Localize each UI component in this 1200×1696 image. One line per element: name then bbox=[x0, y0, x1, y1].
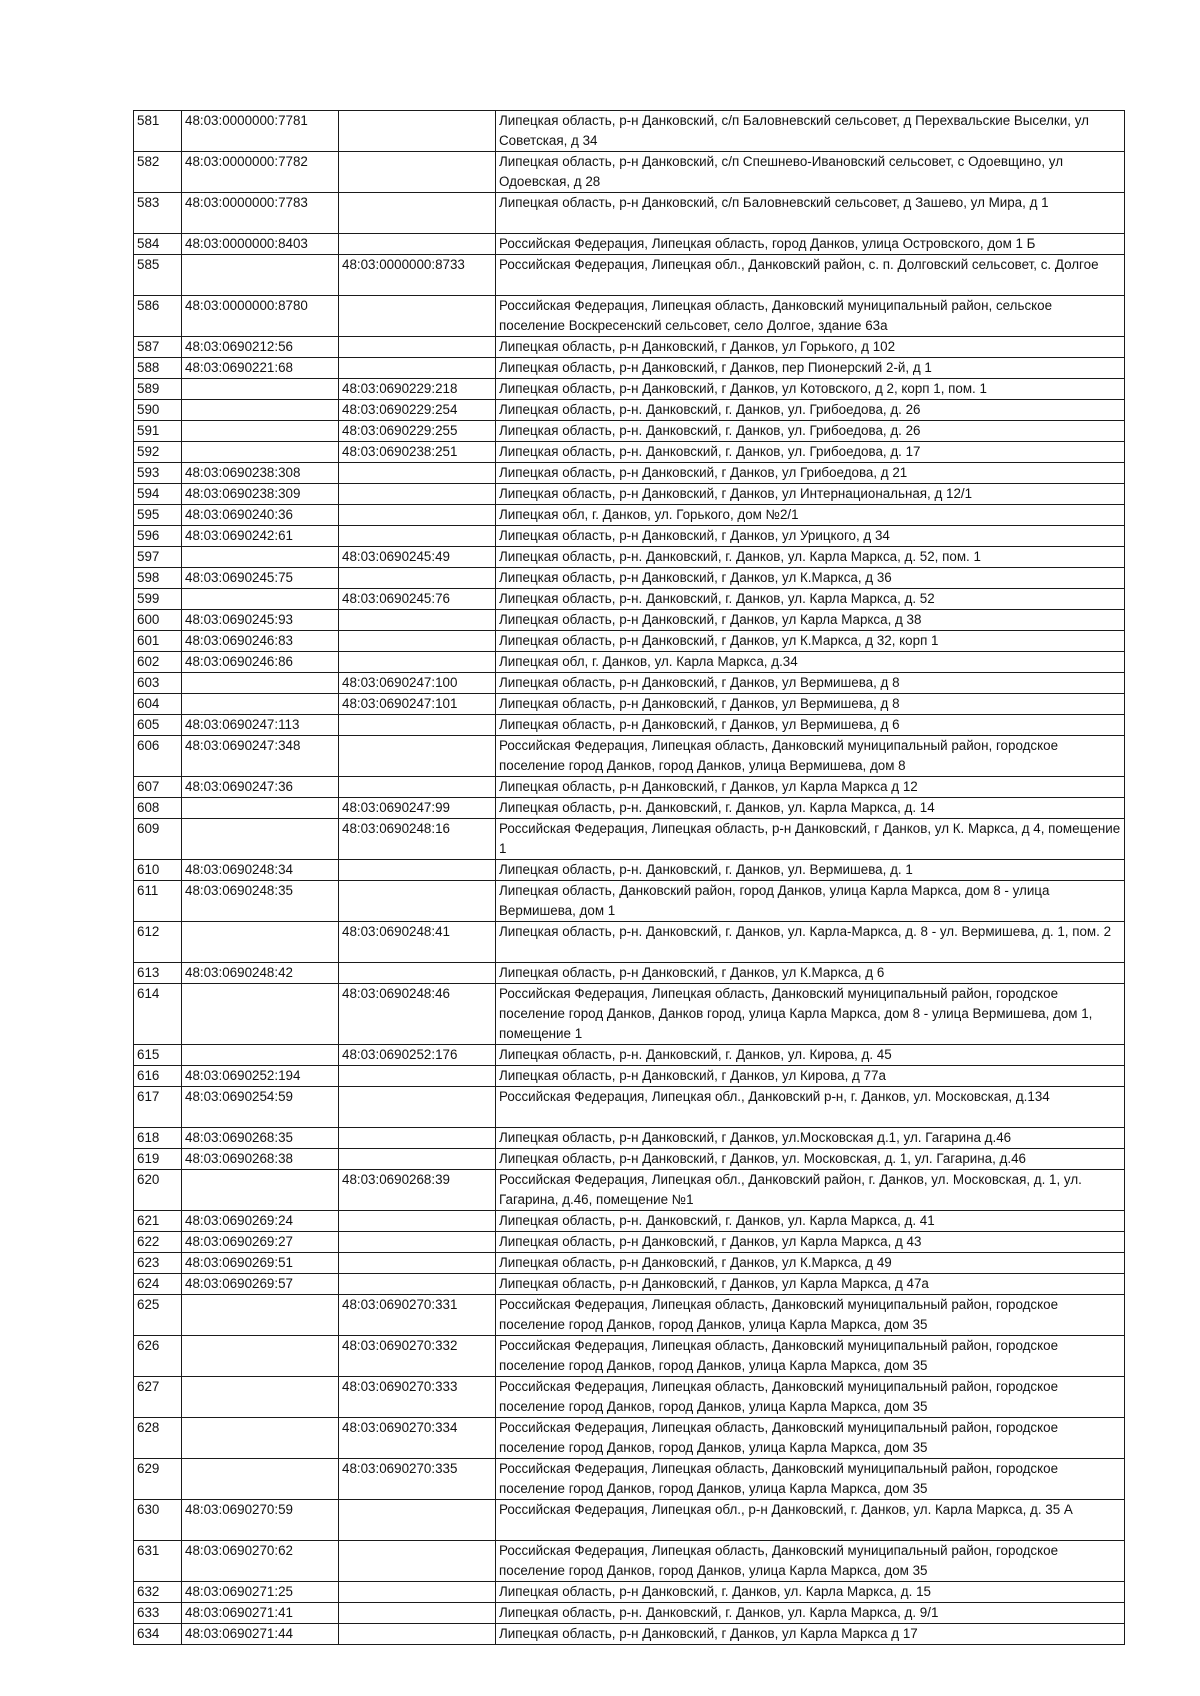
table-row bbox=[134, 1418, 1125, 1459]
premises-cadastral-number-cell bbox=[339, 860, 496, 881]
address-cell: Липецкая обл, г. Данков, ул. Карла Маркса, д.34 bbox=[496, 652, 1125, 673]
premises-cadastral-number-cell: 48:03:0690229:255 bbox=[339, 421, 496, 442]
table-row bbox=[134, 1336, 1125, 1377]
premises-cadastral-number-cell bbox=[339, 234, 496, 255]
premises-cadastral-number-cell: 48:03:0690238:251 bbox=[339, 442, 496, 463]
row-number-cell: 581 bbox=[134, 111, 182, 152]
address-cell: Российская Федерация, Липецкая область, Данковский муниципальный район, городское поселение город Данков, город Данков, улица Карла Маркса, дом 35 bbox=[496, 1459, 1125, 1500]
address-cell: Липецкая область, р-н Данковский, г Данков, ул К.Маркса, д 32, корп 1 bbox=[496, 631, 1125, 652]
table-row bbox=[134, 526, 1125, 547]
premises-cadastral-number-cell: 48:03:0690245:76 bbox=[339, 589, 496, 610]
premises-cadastral-number-cell: 48:03:0690268:39 bbox=[339, 1170, 496, 1211]
address-cell: Липецкая область, р-н Данковский, г Данков, ул Карла Маркса, д 47а bbox=[496, 1274, 1125, 1295]
premises-cadastral-number-cell bbox=[339, 1253, 496, 1274]
premises-cadastral-number-cell bbox=[339, 1541, 496, 1582]
cadastral-number-cell bbox=[182, 673, 339, 694]
row-number-cell: 583 bbox=[134, 193, 182, 234]
address-cell: Липецкая область, р-н Данковский, г Данков, ул Вермишева, д 8 bbox=[496, 694, 1125, 715]
premises-cadastral-number-cell bbox=[339, 1603, 496, 1624]
table-row bbox=[134, 1149, 1125, 1170]
cadastral-number-cell: 48:03:0690245:75 bbox=[182, 568, 339, 589]
row-number-cell: 591 bbox=[134, 421, 182, 442]
table-row bbox=[134, 1066, 1125, 1087]
address-cell: Липецкая область, р-н. Данковский, г. Данков, ул. Карла Маркса, д. 9/1 bbox=[496, 1603, 1125, 1624]
row-number-cell: 631 bbox=[134, 1541, 182, 1582]
premises-cadastral-number-cell bbox=[339, 652, 496, 673]
table-row bbox=[134, 963, 1125, 984]
cadastral-number-cell: 48:03:0690271:44 bbox=[182, 1624, 339, 1645]
address-cell: Липецкая область, р-н Данковский, с/п Баловневский сельсовет, д Перехвальские Выселки, ул Советская, д 34 bbox=[496, 111, 1125, 152]
table-row bbox=[134, 1128, 1125, 1149]
row-number-cell: 617 bbox=[134, 1087, 182, 1128]
table-row bbox=[134, 337, 1125, 358]
premises-cadastral-number-cell: 48:03:0690270:333 bbox=[339, 1377, 496, 1418]
cadastral-number-cell bbox=[182, 255, 339, 296]
row-number-cell: 598 bbox=[134, 568, 182, 589]
address-cell: Липецкая область, р-н Данковский, г Данков, ул Вермишева, д 8 bbox=[496, 673, 1125, 694]
cadastral-number-cell: 48:03:0690248:42 bbox=[182, 963, 339, 984]
row-number-cell: 607 bbox=[134, 777, 182, 798]
address-cell: Липецкая область, р-н. Данковский, г. Данков, ул. Грибоедова, д. 26 bbox=[496, 400, 1125, 421]
cadastral-number-cell: 48:03:0690238:308 bbox=[182, 463, 339, 484]
cadastral-number-cell: 48:03:0690254:59 bbox=[182, 1087, 339, 1128]
cadastral-number-cell bbox=[182, 1418, 339, 1459]
table-row bbox=[134, 860, 1125, 881]
row-number-cell: 588 bbox=[134, 358, 182, 379]
premises-cadastral-number-cell bbox=[339, 111, 496, 152]
table-row bbox=[134, 234, 1125, 255]
table-row bbox=[134, 1603, 1125, 1624]
premises-cadastral-number-cell: 48:03:0690248:16 bbox=[339, 819, 496, 860]
cadastral-number-cell bbox=[182, 1459, 339, 1500]
row-number-cell: 608 bbox=[134, 798, 182, 819]
address-cell: Липецкая область, р-н. Данковский, г. Данков, ул. Карла Маркса, д. 52, пом. 1 bbox=[496, 547, 1125, 568]
address-cell: Липецкая область, р-н Данковский, г Данков, ул Кирова, д 77а bbox=[496, 1066, 1125, 1087]
address-cell: Липецкая область, р-н Данковский, г Данков, ул К.Маркса, д 36 bbox=[496, 568, 1125, 589]
address-cell: Российская Федерация, Липецкая область, р-н Данковский, г Данков, ул К. Маркса, д 4, помещение 1 bbox=[496, 819, 1125, 860]
row-number-cell: 626 bbox=[134, 1336, 182, 1377]
table-row bbox=[134, 400, 1125, 421]
premises-cadastral-number-cell bbox=[339, 337, 496, 358]
cadastral-number-cell: 48:03:0690252:194 bbox=[182, 1066, 339, 1087]
row-number-cell: 605 bbox=[134, 715, 182, 736]
premises-cadastral-number-cell bbox=[339, 1500, 496, 1541]
address-cell: Липецкая область, р-н Данковский, г Данков, ул К.Маркса, д 6 bbox=[496, 963, 1125, 984]
cadastral-number-cell: 48:03:0690212:56 bbox=[182, 337, 339, 358]
row-number-cell: 610 bbox=[134, 860, 182, 881]
premises-cadastral-number-cell: 48:03:0690270:331 bbox=[339, 1295, 496, 1336]
address-cell: Липецкая область, р-н Данковский, г Данков, ул Вермишева, д 6 bbox=[496, 715, 1125, 736]
address-cell: Липецкая область, р-н. Данковский, г. Данков, ул. Грибоедова, д. 26 bbox=[496, 421, 1125, 442]
cadastral-number-cell bbox=[182, 1336, 339, 1377]
address-cell: Липецкая область, р-н Данковский, г Данков, ул Грибоедова, д 21 bbox=[496, 463, 1125, 484]
premises-cadastral-number-cell: 48:03:0690245:49 bbox=[339, 547, 496, 568]
table-row bbox=[134, 193, 1125, 234]
row-number-cell: 594 bbox=[134, 484, 182, 505]
row-number-cell: 620 bbox=[134, 1170, 182, 1211]
cadastral-number-cell bbox=[182, 421, 339, 442]
cadastral-number-cell: 48:03:0690247:36 bbox=[182, 777, 339, 798]
address-cell: Липецкая область, р-н Данковский, с/п Баловневский сельсовет, д Зашево, ул Мира, д 1 bbox=[496, 193, 1125, 234]
row-number-cell: 590 bbox=[134, 400, 182, 421]
row-number-cell: 587 bbox=[134, 337, 182, 358]
cadastral-number-cell: 48:03:0000000:7781 bbox=[182, 111, 339, 152]
row-number-cell: 613 bbox=[134, 963, 182, 984]
row-number-cell: 603 bbox=[134, 673, 182, 694]
address-cell: Липецкая область, р-н. Данковский, г. Данков, ул. Карла Маркса, д. 52 bbox=[496, 589, 1125, 610]
cadastral-number-cell: 48:03:0690268:35 bbox=[182, 1128, 339, 1149]
address-cell: Липецкая обл, г. Данков, ул. Горького, дом №2/1 bbox=[496, 505, 1125, 526]
row-number-cell: 632 bbox=[134, 1582, 182, 1603]
cadastral-number-cell bbox=[182, 400, 339, 421]
row-number-cell: 582 bbox=[134, 152, 182, 193]
row-number-cell: 633 bbox=[134, 1603, 182, 1624]
premises-cadastral-number-cell bbox=[339, 463, 496, 484]
table-row bbox=[134, 610, 1125, 631]
address-cell: Липецкая область, р-н. Данковский, г. Данков, ул. Карла Маркса, д. 41 bbox=[496, 1211, 1125, 1232]
cadastral-number-cell: 48:03:0690238:309 bbox=[182, 484, 339, 505]
cadastral-number-cell: 48:03:0690248:34 bbox=[182, 860, 339, 881]
table-row bbox=[134, 1624, 1125, 1645]
table-row bbox=[134, 984, 1125, 1045]
table-row bbox=[134, 1459, 1125, 1500]
row-number-cell: 593 bbox=[134, 463, 182, 484]
cadastral-number-cell bbox=[182, 1170, 339, 1211]
row-number-cell: 596 bbox=[134, 526, 182, 547]
premises-cadastral-number-cell bbox=[339, 505, 496, 526]
premises-cadastral-number-cell bbox=[339, 736, 496, 777]
cadastral-number-cell bbox=[182, 379, 339, 400]
premises-cadastral-number-cell: 48:03:0690247:99 bbox=[339, 798, 496, 819]
address-cell: Липецкая область, р-н Данковский, г Данков, ул Карла Маркса, д 38 bbox=[496, 610, 1125, 631]
row-number-cell: 604 bbox=[134, 694, 182, 715]
address-cell: Липецкая область, р-н Данковский, г Данков, ул.Московская д.1, ул. Гагарина д.46 bbox=[496, 1128, 1125, 1149]
row-number-cell: 611 bbox=[134, 881, 182, 922]
address-cell: Липецкая область, р-н Данковский, г Данков, ул Карла Маркса д 12 bbox=[496, 777, 1125, 798]
row-number-cell: 622 bbox=[134, 1232, 182, 1253]
premises-cadastral-number-cell: 48:03:0690270:334 bbox=[339, 1418, 496, 1459]
premises-cadastral-number-cell: 48:03:0690229:218 bbox=[339, 379, 496, 400]
premises-cadastral-number-cell bbox=[339, 1624, 496, 1645]
premises-cadastral-number-cell: 48:03:0690270:332 bbox=[339, 1336, 496, 1377]
registry-table-body bbox=[134, 111, 1125, 1645]
address-cell: Российская Федерация, Липецкая обл., Данковский р-н, г. Данков, ул. Московская, д.134 bbox=[496, 1087, 1125, 1128]
cadastral-number-cell: 48:03:0690270:62 bbox=[182, 1541, 339, 1582]
table-row bbox=[134, 631, 1125, 652]
cadastral-number-cell: 48:03:0690269:51 bbox=[182, 1253, 339, 1274]
row-number-cell: 592 bbox=[134, 442, 182, 463]
table-row bbox=[134, 1274, 1125, 1295]
address-cell: Липецкая область, р-н Данковский, г Данков, ул Интернациональная, д 12/1 bbox=[496, 484, 1125, 505]
cadastral-number-cell: 48:03:0690269:27 bbox=[182, 1232, 339, 1253]
premises-cadastral-number-cell bbox=[339, 777, 496, 798]
cadastral-number-cell bbox=[182, 442, 339, 463]
address-cell: Российская Федерация, Липецкая область, Данковский муниципальный район, городское поселение город Данков, город Данков, улица Карла Маркса, дом 35 bbox=[496, 1336, 1125, 1377]
address-cell: Российская Федерация, Липецкая область, Данковский муниципальный район, городское поселение город Данков, город Данков, улица Карла Маркса, дом 35 bbox=[496, 1377, 1125, 1418]
cadastral-number-cell: 48:03:0690247:348 bbox=[182, 736, 339, 777]
cadastral-number-cell bbox=[182, 798, 339, 819]
table-row bbox=[134, 819, 1125, 860]
table-row bbox=[134, 547, 1125, 568]
row-number-cell: 614 bbox=[134, 984, 182, 1045]
premises-cadastral-number-cell bbox=[339, 1066, 496, 1087]
table-row bbox=[134, 1211, 1125, 1232]
cadastral-number-cell bbox=[182, 694, 339, 715]
premises-cadastral-number-cell bbox=[339, 881, 496, 922]
row-number-cell: 634 bbox=[134, 1624, 182, 1645]
cadastral-number-cell: 48:03:0690248:35 bbox=[182, 881, 339, 922]
cadastral-number-cell: 48:03:0690246:83 bbox=[182, 631, 339, 652]
cadastral-number-cell: 48:03:0690269:57 bbox=[182, 1274, 339, 1295]
premises-cadastral-number-cell bbox=[339, 631, 496, 652]
cadastral-number-cell bbox=[182, 1377, 339, 1418]
table-row bbox=[134, 1087, 1125, 1128]
cadastral-number-cell bbox=[182, 819, 339, 860]
address-cell: Липецкая область, р-н Данковский, г Данков, ул К.Маркса, д 49 bbox=[496, 1253, 1125, 1274]
row-number-cell: 606 bbox=[134, 736, 182, 777]
premises-cadastral-number-cell bbox=[339, 1087, 496, 1128]
address-cell: Российская Федерация, Липецкая область, Данковский муниципальный район, городское поселение город Данков, город Данков, улица Карла Маркса, дом 35 bbox=[496, 1418, 1125, 1459]
table-row bbox=[134, 736, 1125, 777]
address-cell: Липецкая область, р-н Данковский, г Данков, ул Карла Маркса, д 43 bbox=[496, 1232, 1125, 1253]
address-cell: Липецкая область, р-н. Данковский, г. Данков, ул. Вермишева, д. 1 bbox=[496, 860, 1125, 881]
cadastral-number-cell: 48:03:0690271:25 bbox=[182, 1582, 339, 1603]
table-row bbox=[134, 673, 1125, 694]
address-cell: Липецкая область, р-н. Данковский, г. Данков, ул. Карла-Маркса, д. 8 - ул. Вермишева, д. 1, пом. 2 bbox=[496, 922, 1125, 963]
table-row bbox=[134, 922, 1125, 963]
address-cell: Липецкая область, р-н Данковский, с/п Спешнево-Ивановский сельсовет, с Одоевщино, ул Одоевская, д 28 bbox=[496, 152, 1125, 193]
premises-cadastral-number-cell bbox=[339, 1128, 496, 1149]
row-number-cell: 627 bbox=[134, 1377, 182, 1418]
address-cell: Российская Федерация, Липецкая область, Данковский муниципальный район, городское поселение город Данков, город Данков, улица Карла Маркса, дом 35 bbox=[496, 1295, 1125, 1336]
cadastral-number-cell bbox=[182, 984, 339, 1045]
row-number-cell: 585 bbox=[134, 255, 182, 296]
address-cell: Российская Федерация, Липецкая обл., Данковский район, с. п. Долговский сельсовет, с. Долгое bbox=[496, 255, 1125, 296]
premises-cadastral-number-cell: 48:03:0690247:101 bbox=[339, 694, 496, 715]
table-row bbox=[134, 296, 1125, 337]
row-number-cell: 616 bbox=[134, 1066, 182, 1087]
premises-cadastral-number-cell bbox=[339, 358, 496, 379]
row-number-cell: 602 bbox=[134, 652, 182, 673]
cadastral-number-cell: 48:03:0690271:41 bbox=[182, 1603, 339, 1624]
cadastral-number-cell bbox=[182, 547, 339, 568]
row-number-cell: 630 bbox=[134, 1500, 182, 1541]
cadastral-number-cell: 48:03:0690246:86 bbox=[182, 652, 339, 673]
address-cell: Липецкая область, р-н Данковский, г Данков, ул Урицкого, д 34 bbox=[496, 526, 1125, 547]
table-row bbox=[134, 463, 1125, 484]
cadastral-number-cell: 48:03:0000000:8403 bbox=[182, 234, 339, 255]
cadastral-number-cell: 48:03:0690268:38 bbox=[182, 1149, 339, 1170]
address-cell: Российская Федерация, Липецкая обл., Данковский район, г. Данков, ул. Московская, д. 1, ул. Гагарина, д.46, помещение №1 bbox=[496, 1170, 1125, 1211]
cadastral-number-cell: 48:03:0690270:59 bbox=[182, 1500, 339, 1541]
cadastral-number-cell: 48:03:0690221:68 bbox=[182, 358, 339, 379]
address-cell: Российская Федерация, Липецкая область, Данковский муниципальный район, городское поселение город Данков, город Данков, улица Вермишева, дом 8 bbox=[496, 736, 1125, 777]
address-cell: Российская Федерация, Липецкая область, Данковский муниципальный район, городское поселение город Данков, город Данков, улица Карла Маркса, дом 35 bbox=[496, 1541, 1125, 1582]
table-row bbox=[134, 715, 1125, 736]
cadastral-number-cell: 48:03:0690247:113 bbox=[182, 715, 339, 736]
premises-cadastral-number-cell bbox=[339, 1211, 496, 1232]
table-row bbox=[134, 1170, 1125, 1211]
row-number-cell: 584 bbox=[134, 234, 182, 255]
table-row bbox=[134, 358, 1125, 379]
premises-cadastral-number-cell bbox=[339, 1582, 496, 1603]
table-row bbox=[134, 1582, 1125, 1603]
premises-cadastral-number-cell bbox=[339, 484, 496, 505]
row-number-cell: 625 bbox=[134, 1295, 182, 1336]
cadastral-number-cell bbox=[182, 922, 339, 963]
table-row bbox=[134, 798, 1125, 819]
table-row bbox=[134, 1232, 1125, 1253]
row-number-cell: 629 bbox=[134, 1459, 182, 1500]
premises-cadastral-number-cell: 48:03:0690248:41 bbox=[339, 922, 496, 963]
table-row bbox=[134, 777, 1125, 798]
row-number-cell: 599 bbox=[134, 589, 182, 610]
table-row bbox=[134, 111, 1125, 152]
address-cell: Российская Федерация, Липецкая обл., р-н Данковский, г. Данков, ул. Карла Маркса, д. 35 А bbox=[496, 1500, 1125, 1541]
address-cell: Российская Федерация, Липецкая область, Данковский муниципальный район, городское поселение город Данков, Данков город, улица Карла Маркса, дом 8 - улица Вермишева, дом 1, помещение 1 bbox=[496, 984, 1125, 1045]
cadastral-number-cell: 48:03:0000000:7782 bbox=[182, 152, 339, 193]
premises-cadastral-number-cell bbox=[339, 568, 496, 589]
premises-cadastral-number-cell bbox=[339, 152, 496, 193]
address-cell: Липецкая область, р-н. Данковский, г. Данков, ул. Грибоедова, д. 17 bbox=[496, 442, 1125, 463]
address-cell: Липецкая область, р-н Данковский, г Данков, ул Карла Маркса д 17 bbox=[496, 1624, 1125, 1645]
address-cell: Российская Федерация, Липецкая область, город Данков, улица Островского, дом 1 Б bbox=[496, 234, 1125, 255]
premises-cadastral-number-cell: 48:03:0690248:46 bbox=[339, 984, 496, 1045]
table-row bbox=[134, 589, 1125, 610]
row-number-cell: 595 bbox=[134, 505, 182, 526]
table-row bbox=[134, 1377, 1125, 1418]
premises-cadastral-number-cell: 48:03:0000000:8733 bbox=[339, 255, 496, 296]
table-row bbox=[134, 255, 1125, 296]
row-number-cell: 586 bbox=[134, 296, 182, 337]
row-number-cell: 621 bbox=[134, 1211, 182, 1232]
table-row bbox=[134, 1253, 1125, 1274]
premises-cadastral-number-cell bbox=[339, 193, 496, 234]
row-number-cell: 628 bbox=[134, 1418, 182, 1459]
premises-cadastral-number-cell bbox=[339, 963, 496, 984]
row-number-cell: 597 bbox=[134, 547, 182, 568]
address-cell: Липецкая область, р-н Данковский, г Данков, ул Горького, д 102 bbox=[496, 337, 1125, 358]
premises-cadastral-number-cell bbox=[339, 296, 496, 337]
row-number-cell: 612 bbox=[134, 922, 182, 963]
premises-cadastral-number-cell bbox=[339, 715, 496, 736]
table-row bbox=[134, 881, 1125, 922]
premises-cadastral-number-cell bbox=[339, 1149, 496, 1170]
table-row bbox=[134, 484, 1125, 505]
address-cell: Липецкая область, Данковский район, город Данков, улица Карла Маркса, дом 8 - улица Вермишева, дом 1 bbox=[496, 881, 1125, 922]
address-cell: Липецкая область, р-н. Данковский, г. Данков, ул. Кирова, д. 45 bbox=[496, 1045, 1125, 1066]
premises-cadastral-number-cell: 48:03:0690270:335 bbox=[339, 1459, 496, 1500]
premises-cadastral-number-cell: 48:03:0690229:254 bbox=[339, 400, 496, 421]
table-row bbox=[134, 421, 1125, 442]
premises-cadastral-number-cell bbox=[339, 610, 496, 631]
row-number-cell: 618 bbox=[134, 1128, 182, 1149]
cadastral-number-cell: 48:03:0690245:93 bbox=[182, 610, 339, 631]
address-cell: Липецкая область, р-н Данковский, г Данков, ул. Московская, д. 1, ул. Гагарина, д.46 bbox=[496, 1149, 1125, 1170]
table-row bbox=[134, 652, 1125, 673]
address-cell: Липецкая область, р-н Данковский, г Данков, ул Котовского, д 2, корп 1, пом. 1 bbox=[496, 379, 1125, 400]
cadastral-number-cell: 48:03:0690242:61 bbox=[182, 526, 339, 547]
cadastral-number-cell bbox=[182, 1045, 339, 1066]
address-cell: Липецкая область, р-н Данковский, г. Данков, ул. Карла Маркса, д. 15 bbox=[496, 1582, 1125, 1603]
row-number-cell: 589 bbox=[134, 379, 182, 400]
row-number-cell: 623 bbox=[134, 1253, 182, 1274]
row-number-cell: 609 bbox=[134, 819, 182, 860]
row-number-cell: 619 bbox=[134, 1149, 182, 1170]
table-row bbox=[134, 442, 1125, 463]
address-cell: Российская Федерация, Липецкая область, Данковский муниципальный район, сельское поселение Воскресенский сельсовет, село Долгое, здание 63а bbox=[496, 296, 1125, 337]
address-cell: Липецкая область, р-н Данковский, г Данков, пер Пионерский 2-й, д 1 bbox=[496, 358, 1125, 379]
cadastral-number-cell: 48:03:0000000:7783 bbox=[182, 193, 339, 234]
row-number-cell: 600 bbox=[134, 610, 182, 631]
cadastral-number-cell: 48:03:0690269:24 bbox=[182, 1211, 339, 1232]
premises-cadastral-number-cell bbox=[339, 1232, 496, 1253]
table-row bbox=[134, 1500, 1125, 1541]
table-row bbox=[134, 694, 1125, 715]
cadastral-number-cell: 48:03:0690240:36 bbox=[182, 505, 339, 526]
table-row bbox=[134, 505, 1125, 526]
address-cell: Липецкая область, р-н. Данковский, г. Данков, ул. Карла Маркса, д. 14 bbox=[496, 798, 1125, 819]
cadastral-number-cell bbox=[182, 589, 339, 610]
premises-cadastral-number-cell bbox=[339, 526, 496, 547]
premises-cadastral-number-cell bbox=[339, 1274, 496, 1295]
row-number-cell: 615 bbox=[134, 1045, 182, 1066]
premises-cadastral-number-cell: 48:03:0690247:100 bbox=[339, 673, 496, 694]
table-row bbox=[134, 1045, 1125, 1066]
cadastral-number-cell bbox=[182, 1295, 339, 1336]
premises-cadastral-number-cell: 48:03:0690252:176 bbox=[339, 1045, 496, 1066]
table-row bbox=[134, 152, 1125, 193]
cadastral-number-cell: 48:03:0000000:8780 bbox=[182, 296, 339, 337]
row-number-cell: 624 bbox=[134, 1274, 182, 1295]
table-row bbox=[134, 379, 1125, 400]
table-row bbox=[134, 568, 1125, 589]
row-number-cell: 601 bbox=[134, 631, 182, 652]
property-registry-table bbox=[133, 110, 1125, 1645]
table-row bbox=[134, 1295, 1125, 1336]
table-row bbox=[134, 1541, 1125, 1582]
